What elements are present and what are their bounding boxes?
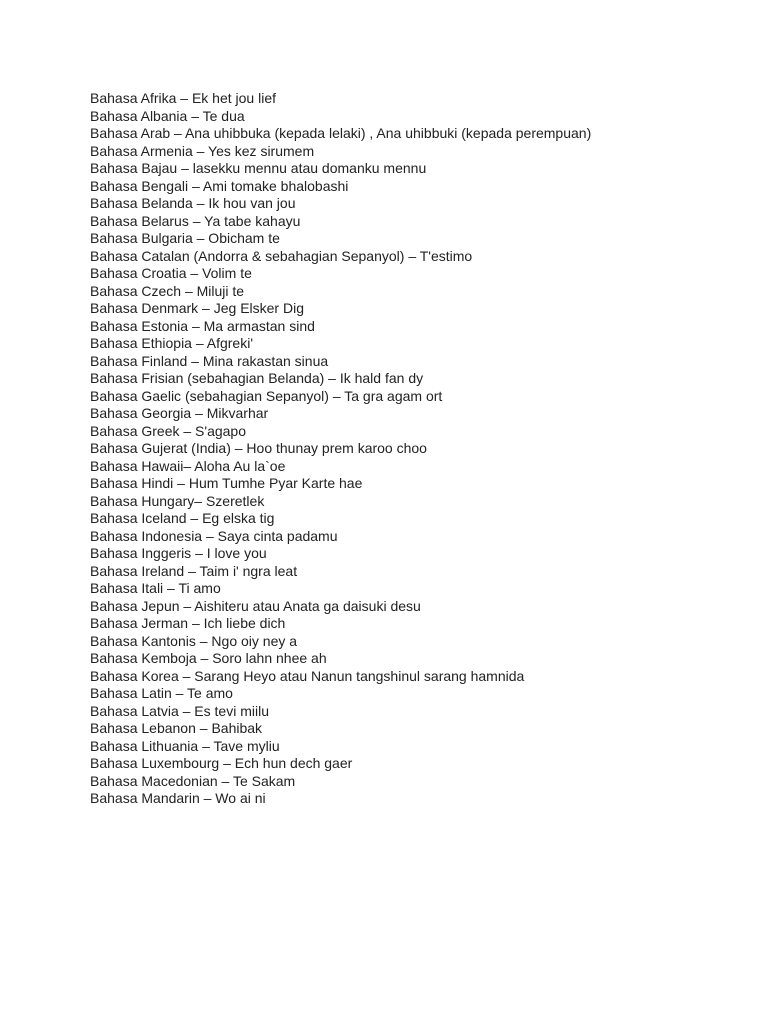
list-item: Bahasa Latin – Te amo	[90, 685, 233, 701]
list-item: Bahasa Armenia – Yes kez sirumem	[90, 142, 315, 159]
list-item: Bahasa Bulgaria – Obicham te	[90, 230, 280, 246]
list-item: Bahasa Gaelic (sebahagian Sepanyol) – Ta gra agam ort	[90, 387, 443, 404]
list-item: Bahasa Gujerat (India) – Hoo thunay prem karoo choo	[90, 440, 427, 456]
list-item: Bahasa Latvia – Es tevi miilu	[90, 702, 269, 719]
phrase-list	[90, 90, 750, 808]
list-item: Bahasa Croatia – Volim te	[90, 265, 252, 281]
list-item: Bahasa Finland – Mina rakastan sinua	[90, 352, 329, 369]
list-item: Bahasa Arab – Ana uhibbuka (kepada lelaki) , Ana uhibbuki (kepada perempuan)	[90, 125, 592, 141]
list-item: Bahasa Luxembourg – Ech hun dech gaer	[90, 755, 353, 771]
list-item: Bahasa Itali – Ti amo	[90, 580, 221, 596]
list-item: Bahasa Lithuania – Tave myliu	[90, 737, 280, 754]
list-item: Bahasa Catalan (Andorra & sebahagian Sepanyol) – T'estimo	[90, 247, 473, 264]
list-item: Bahasa Estonia – Ma armastan sind	[90, 317, 315, 334]
list-item: Bahasa Ireland – Taim i' ngra leat	[90, 562, 298, 579]
list-item: Bahasa Korea – Sarang Heyo atau Nanun tangshinul sarang hamnida	[90, 667, 525, 684]
list-item: Bahasa Mandarin – Wo ai ni	[90, 790, 266, 806]
list-item: Bahasa Denmark – Jeg Elsker Dig	[90, 300, 304, 316]
list-item: Bahasa Belanda – Ik hou van jou	[90, 195, 296, 211]
list-item: Bahasa Hungary– Szeretlek	[90, 492, 265, 509]
list-item: Bahasa Iceland – Eg elska tig	[90, 510, 275, 526]
list-item: Bahasa Hindi – Hum Tumhe Pyar Karte hae	[90, 475, 363, 491]
list-item: Bahasa Frisian (sebahagian Belanda) – Ik hald fan dy	[90, 370, 424, 386]
list-item: Bahasa Kemboja – Soro lahn nhee ah	[90, 650, 327, 666]
list-item: Bahasa Hawaii– Aloha Au la`oe	[90, 457, 286, 474]
list-item: Bahasa Belarus – Ya tabe kahayu	[90, 212, 301, 229]
list-item: Bahasa Bengali – Ami tomake bhalobashi	[90, 177, 349, 194]
list-item: Bahasa Albania – Te dua	[90, 107, 245, 124]
list-item: Bahasa Bajau – lasekku mennu atau domanku mennu	[90, 160, 427, 176]
list-item: Bahasa Greek – S'agapo	[90, 422, 247, 439]
list-item: Bahasa Inggeris – I love you	[90, 545, 267, 561]
list-item: Bahasa Georgia – Mikvarhar	[90, 405, 269, 421]
list-item: Bahasa Macedonian – Te Sakam	[90, 772, 296, 789]
list-item: Bahasa Jepun – Aishiteru atau Anata ga daisuki desu	[90, 597, 421, 614]
list-item: Bahasa Jerman – Ich liebe dich	[90, 615, 286, 631]
list-item: Bahasa Afrika – Ek het jou lief	[90, 90, 276, 106]
list-item: Bahasa Indonesia – Saya cinta padamu	[90, 527, 338, 544]
list-item: Bahasa Kantonis – Ngo oiy ney a	[90, 632, 298, 649]
list-item: Bahasa Czech – Miluji te	[90, 282, 245, 299]
list-item: Bahasa Lebanon – Bahibak	[90, 720, 263, 736]
list-item: Bahasa Ethiopia – Afgreki'	[90, 335, 254, 351]
